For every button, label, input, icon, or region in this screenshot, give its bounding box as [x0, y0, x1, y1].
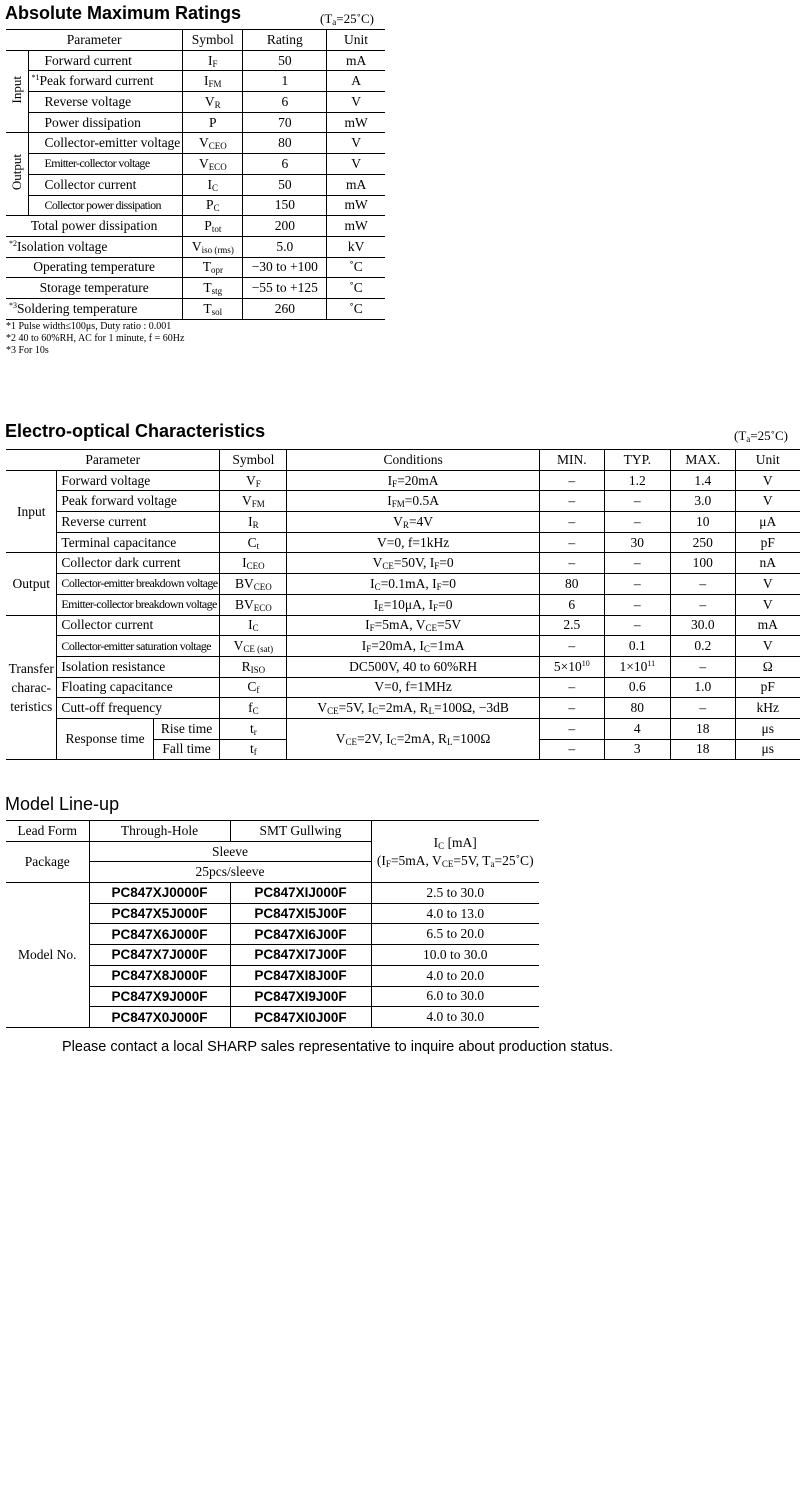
amr-symbol: $V_{CEO}$ — [183, 133, 243, 154]
amr-footnote: *2 40 to 60%RH, AC for 1 minute, f = 60Hz — [6, 333, 185, 344]
amr-unit: kV — [327, 236, 385, 257]
eoc-symbol: $I_R$ — [220, 512, 287, 533]
smt-gullwing-model: PC847XI9J00F — [230, 986, 371, 1007]
ic-header: $I_C$ [mA] ($I_F=5mA$, $V_{CE}=5V$, $T_a=25˚C$) — [371, 821, 539, 883]
amr-rating: 200 — [243, 216, 327, 237]
amr-parameter: Collector power dissipation — [28, 195, 183, 216]
amr-parameter: Reverse voltage — [28, 92, 183, 113]
amr-unit: V — [327, 92, 385, 113]
amr-unit: ˚C — [327, 257, 385, 278]
eoc-header-min: MIN. — [539, 450, 604, 471]
eoc-conditions: V=0, f=1MHz — [287, 677, 540, 698]
amr-ta-condition: $(T_a=25˚C)$ — [320, 11, 374, 27]
amr-symbol: $P_C$ — [183, 195, 243, 216]
eoc-row — [6, 574, 800, 595]
lead-form-label: Lead Form — [6, 821, 89, 842]
eoc-conditions: $I_E=10\mu A$, $I_F=0$ — [287, 594, 540, 615]
sleeve-label: Sleeve — [89, 841, 371, 862]
smt-gullwing-model: PC847XI7J00F — [230, 945, 371, 966]
eoc-min: – — [539, 532, 604, 553]
amr-symbol: $I_C$ — [183, 174, 243, 195]
amr-rating: 1 — [243, 71, 327, 92]
amr-row — [6, 195, 385, 216]
eoc-typ: 0.6 — [604, 677, 670, 698]
eoc-typ: 3 — [604, 739, 670, 760]
amr-footnotes — [6, 321, 184, 357]
eoc-parameter: Collector current — [57, 615, 220, 636]
amr-header-parameter: Parameter — [6, 30, 183, 51]
amr-row — [6, 133, 385, 154]
amr-unit: V — [327, 154, 385, 175]
eoc-header-typ: TYP. — [604, 450, 670, 471]
eoc-symbol: $I_C$ — [220, 615, 287, 636]
amr-rating: 6 — [243, 154, 327, 175]
contact-note: Please contact a local SHARP sales representative to inquire about production status. — [62, 1039, 614, 1055]
amr-row — [6, 216, 385, 237]
eoc-unit: μs — [735, 739, 800, 760]
smt-gullwing-model: PC847XI6J00F — [230, 924, 371, 945]
eoc-unit: V — [735, 491, 800, 512]
eoc-symbol: $V_{CE (sat)}$ — [220, 636, 287, 657]
eoc-symbol: $I_{CEO}$ — [220, 553, 287, 574]
eoc-unit: V — [735, 594, 800, 615]
eoc-min: – — [539, 718, 604, 739]
amr-row — [6, 154, 385, 175]
eoc-unit: V — [735, 574, 800, 595]
amr-unit: mW — [327, 195, 385, 216]
amr-row — [6, 298, 385, 319]
eoc-header-conditions: Conditions — [287, 450, 540, 471]
eoc-typ: – — [604, 615, 670, 636]
eoc-unit: μA — [735, 512, 800, 533]
eoc-max: – — [671, 698, 736, 719]
amr-unit: mW — [327, 216, 385, 237]
rise-time-label: Rise time — [153, 718, 220, 739]
eoc-min: – — [539, 636, 604, 657]
amr-unit: mA — [327, 174, 385, 195]
amr-header-unit: Unit — [327, 30, 385, 51]
amr-unit: A — [327, 71, 385, 92]
model-row — [6, 883, 539, 904]
amr-row — [6, 92, 385, 113]
amr-rating: 6 — [243, 92, 327, 113]
eoc-min: – — [539, 512, 604, 533]
eoc-parameter: Collector-emitter saturation voltage — [57, 636, 220, 657]
amr-unit: mW — [327, 112, 385, 133]
eoc-typ: 0.1 — [604, 636, 670, 657]
eoc-min: 6 — [539, 594, 604, 615]
eoc-max: 30.0 — [671, 615, 736, 636]
amr-parameter: $^{*3}$Soldering temperature — [6, 298, 183, 319]
eoc-conditions: $V_{CE}=5V$, $I_C=2mA$, $R_L=100\Omega$, −3dB — [287, 698, 540, 719]
eoc-min: – — [539, 677, 604, 698]
amr-parameter: Collector-emitter voltage — [28, 133, 183, 154]
amr-row — [6, 257, 385, 278]
eoc-symbol: $f_C$ — [220, 698, 287, 719]
eoc-unit: pF — [735, 532, 800, 553]
eoc-typ: – — [604, 512, 670, 533]
package-label: Package — [6, 841, 89, 882]
smt-gullwing-label: SMT Gullwing — [230, 821, 371, 842]
eoc-unit: pF — [735, 677, 800, 698]
eoc-parameter: Floating capacitance — [57, 677, 220, 698]
eoc-parameter: Reverse current — [57, 512, 220, 533]
through-hole-model: PC847X9J000F — [89, 986, 230, 1007]
eoc-parameter: Forward voltage — [57, 470, 220, 491]
eoc-header-max: MAX. — [671, 450, 736, 471]
model-lineup-title: Model Line-up — [5, 794, 120, 814]
eoc-min: – — [539, 739, 604, 760]
eoc-min: – — [539, 553, 604, 574]
eoc-typ: – — [604, 491, 670, 512]
eoc-min: – — [539, 470, 604, 491]
eoc-conditions: $V_{CE}=50V$, $I_F=0$ — [287, 553, 540, 574]
eoc-row — [6, 512, 800, 533]
eoc-parameter: Peak forward voltage — [57, 491, 220, 512]
eoc-title: Electro-optical Characteristics — [5, 421, 266, 441]
eoc-max: 100 — [671, 553, 736, 574]
response-time-conditions: $V_{CE}=2V$, $I_C=2mA$, $R_L=100\Omega$ — [287, 718, 540, 759]
amr-parameter: $^{*1}$Peak forward current — [28, 71, 183, 92]
eoc-group-transfer: Transfer charac- teristics — [6, 615, 57, 760]
eoc-typ: 30 — [604, 532, 670, 553]
eoc-unit: V — [735, 636, 800, 657]
amr-rating: 50 — [243, 174, 327, 195]
amr-footnote: *1 Pulse width≤100μs, Duty ratio : 0.001 — [6, 321, 172, 332]
amr-rating: 50 — [243, 50, 327, 71]
eoc-min: 80 — [539, 574, 604, 595]
response-time-label: Response time — [57, 718, 153, 759]
eoc-row — [6, 698, 800, 719]
through-hole-model: PC847X8J000F — [89, 965, 230, 986]
ic-range: 4.0 to 13.0 — [371, 903, 539, 924]
eoc-symbol: $t_f$ — [220, 739, 287, 760]
through-hole-model: PC847X6J000F — [89, 924, 230, 945]
amr-unit: V — [327, 133, 385, 154]
ic-range: 4.0 to 20.0 — [371, 965, 539, 986]
amr-unit: ˚C — [327, 278, 385, 299]
eoc-unit: μs — [735, 718, 800, 739]
eoc-typ: 80 — [604, 698, 670, 719]
eoc-max: 0.2 — [671, 636, 736, 657]
eoc-row — [6, 491, 800, 512]
electro-optical-characteristics-table — [6, 449, 800, 760]
eoc-max: – — [671, 574, 736, 595]
amr-symbol: $P_{tot}$ — [183, 216, 243, 237]
eoc-conditions: $I_F=20mA$ — [287, 470, 540, 491]
eoc-symbol: $t_r$ — [220, 718, 287, 739]
amr-symbol: P — [183, 112, 243, 133]
eoc-max: 1.4 — [671, 470, 736, 491]
eoc-row — [6, 470, 800, 491]
through-hole-model: PC847X0J000F — [89, 1007, 230, 1028]
amr-symbol: $T_{sol}$ — [183, 298, 243, 319]
through-hole-label: Through-Hole — [89, 821, 230, 842]
amr-rating: 70 — [243, 112, 327, 133]
eoc-symbol: $R_{ISO}$ — [220, 656, 287, 677]
eoc-symbol: $V_F$ — [220, 470, 287, 491]
eoc-row — [6, 532, 800, 553]
eoc-unit: V — [735, 470, 800, 491]
eoc-max: – — [671, 594, 736, 615]
eoc-typ: 1.2 — [604, 470, 670, 491]
eoc-unit: mA — [735, 615, 800, 636]
eoc-symbol: $BV_{ECO}$ — [220, 594, 287, 615]
eoc-row-rise-time — [6, 718, 800, 739]
amr-group-output: Output — [6, 133, 28, 216]
amr-row — [6, 236, 385, 257]
eoc-typ: – — [604, 594, 670, 615]
amr-unit: ˚C — [327, 298, 385, 319]
amr-symbol: $V_{ECO}$ — [183, 154, 243, 175]
amr-parameter: Operating temperature — [6, 257, 183, 278]
eoc-symbol: $C_f$ — [220, 677, 287, 698]
amr-symbol: $V_{iso (rms)}$ — [183, 236, 243, 257]
eoc-max: 250 — [671, 532, 736, 553]
eoc-conditions: DC500V, 40 to 60%RH — [287, 656, 540, 677]
eoc-group-output: Output — [6, 553, 57, 615]
absolute-maximum-ratings-table — [6, 29, 385, 320]
amr-rating: 260 — [243, 298, 327, 319]
amr-row — [6, 71, 385, 92]
amr-row — [6, 278, 385, 299]
eoc-min: 2.5 — [539, 615, 604, 636]
pcs-per-sleeve-label: 25pcs/sleeve — [89, 862, 371, 883]
smt-gullwing-model: PC847XI5J00F — [230, 903, 371, 924]
eoc-conditions: $V_R=4V$ — [287, 512, 540, 533]
eoc-unit: kHz — [735, 698, 800, 719]
eoc-typ: – — [604, 553, 670, 574]
amr-parameter: Power dissipation — [28, 112, 183, 133]
eoc-min: – — [539, 698, 604, 719]
amr-symbol: $V_R$ — [183, 92, 243, 113]
model-lineup-table — [6, 820, 539, 1028]
eoc-parameter: Terminal capacitance — [57, 532, 220, 553]
amr-parameter: Total power dissipation — [6, 216, 183, 237]
eoc-max: 1.0 — [671, 677, 736, 698]
eoc-unit: nA — [735, 553, 800, 574]
ic-range: 6.0 to 30.0 — [371, 986, 539, 1007]
amr-row — [6, 174, 385, 195]
eoc-header-unit: Unit — [735, 450, 800, 471]
eoc-parameter: Collector dark current — [57, 553, 220, 574]
amr-parameter: Storage temperature — [6, 278, 183, 299]
eoc-header-symbol: Symbol — [220, 450, 287, 471]
amr-parameter: Emitter-collector voltage — [28, 154, 183, 175]
amr-rating: 80 — [243, 133, 327, 154]
through-hole-model: PC847X5J000F — [89, 903, 230, 924]
amr-footnote: *3 For 10s — [6, 345, 49, 356]
eoc-conditions: $I_F=5mA$, $V_{CE}=5V$ — [287, 615, 540, 636]
eoc-conditions: $I_C=0.1mA$, $I_F=0$ — [287, 574, 540, 595]
amr-symbol: $I_{FM}$ — [183, 71, 243, 92]
eoc-min: – — [539, 491, 604, 512]
through-hole-model: PC847X7J000F — [89, 945, 230, 966]
amr-header-symbol: Symbol — [183, 30, 243, 51]
eoc-row — [6, 553, 800, 574]
eoc-conditions: $I_{FM}=0.5A$ — [287, 491, 540, 512]
eoc-conditions: V=0, f=1kHz — [287, 532, 540, 553]
amr-rating: 150 — [243, 195, 327, 216]
through-hole-model: PC847XJ0000F — [89, 883, 230, 904]
smt-gullwing-model: PC847XI8J00F — [230, 965, 371, 986]
eoc-parameter: Isolation resistance — [57, 656, 220, 677]
amr-rating: 5.0 — [243, 236, 327, 257]
amr-symbol: $T_{stg}$ — [183, 278, 243, 299]
amr-title: Absolute Maximum Ratings — [5, 3, 242, 23]
eoc-row — [6, 656, 800, 677]
amr-symbol: $T_{opr}$ — [183, 257, 243, 278]
eoc-row — [6, 636, 800, 657]
eoc-symbol: $C_t$ — [220, 532, 287, 553]
eoc-max: 18 — [671, 718, 736, 739]
eoc-max: 3.0 — [671, 491, 736, 512]
eoc-symbol: $BV_{CEO}$ — [220, 574, 287, 595]
amr-row — [6, 50, 385, 71]
eoc-parameter: Emitter-collector breakdown voltage — [57, 594, 220, 615]
eoc-max: – — [671, 656, 736, 677]
eoc-parameter: Cutt-off frequency — [57, 698, 220, 719]
amr-header-rating: Rating — [243, 30, 327, 51]
amr-parameter: $^{*2}$Isolation voltage — [6, 236, 183, 257]
eoc-unit: Ω — [735, 656, 800, 677]
ic-range: 4.0 to 30.0 — [371, 1007, 539, 1028]
model-no-label: Model No. — [6, 883, 89, 1028]
amr-unit: mA — [327, 50, 385, 71]
amr-rating: −30 to +100 — [243, 257, 327, 278]
eoc-min: $5\times 10^{10}$ — [539, 656, 604, 677]
eoc-ta-condition: $(T_a=25˚C)$ — [734, 428, 788, 444]
eoc-row — [6, 677, 800, 698]
amr-row — [6, 112, 385, 133]
eoc-row — [6, 615, 800, 636]
amr-symbol: $I_F$ — [183, 50, 243, 71]
eoc-typ: 4 — [604, 718, 670, 739]
ic-range: 6.5 to 20.0 — [371, 924, 539, 945]
eoc-typ: – — [604, 574, 670, 595]
eoc-max: 10 — [671, 512, 736, 533]
amr-parameter: Collector current — [28, 174, 183, 195]
eoc-max: 18 — [671, 739, 736, 760]
ic-range: 10.0 to 30.0 — [371, 945, 539, 966]
eoc-parameter: Collector-emitter breakdown voltage — [57, 574, 220, 595]
eoc-typ: $1\times 10^{11}$ — [604, 656, 670, 677]
ic-range: 2.5 to 30.0 — [371, 883, 539, 904]
smt-gullwing-model: PC847XI0J00F — [230, 1007, 371, 1028]
fall-time-label: Fall time — [153, 739, 220, 760]
eoc-row — [6, 594, 800, 615]
eoc-conditions: $I_F=20mA$, $I_C=1mA$ — [287, 636, 540, 657]
amr-group-input: Input — [6, 50, 28, 133]
eoc-group-input: Input — [6, 470, 57, 553]
smt-gullwing-model: PC847XIJ000F — [230, 883, 371, 904]
eoc-symbol: $V_{FM}$ — [220, 491, 287, 512]
amr-rating: −55 to +125 — [243, 278, 327, 299]
amr-parameter: Forward current — [28, 50, 183, 71]
eoc-header-parameter: Parameter — [6, 450, 220, 471]
